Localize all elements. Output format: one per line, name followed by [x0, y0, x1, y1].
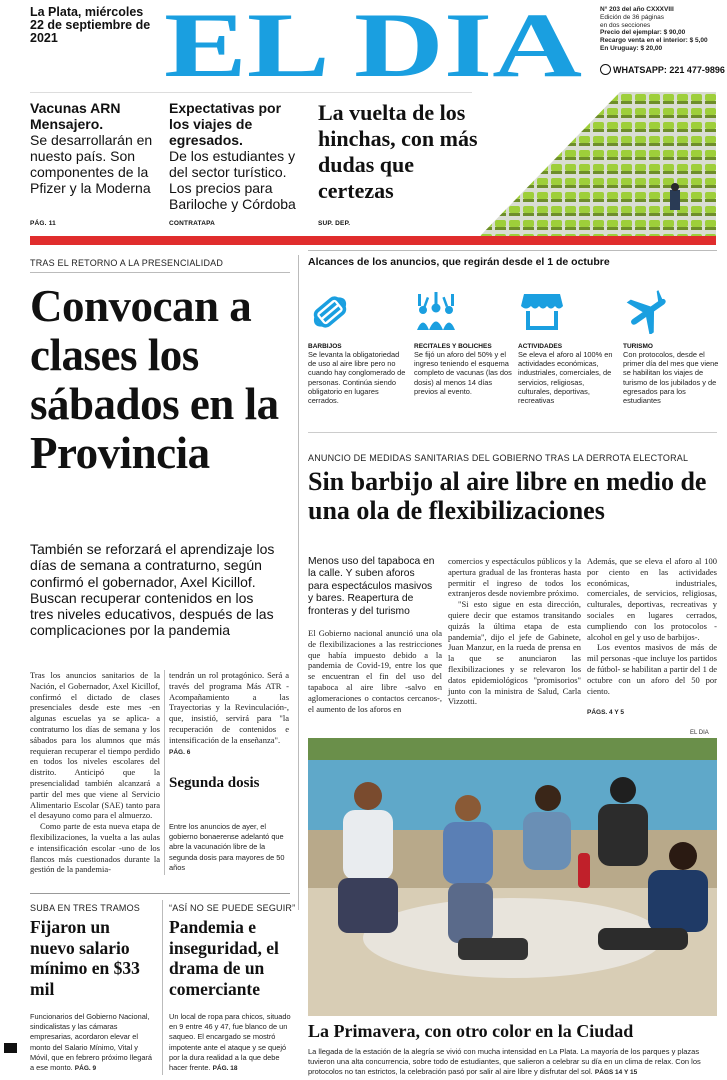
comerciante-kicker: “ASÍ NO SE PUEDE SEGUIR”	[169, 903, 296, 913]
alcance-label: BARBIJOS	[308, 343, 342, 350]
salario-body	[30, 1012, 155, 1074]
edition-line: en dos secciones	[600, 21, 651, 29]
logo-text: EL DIA	[164, 8, 582, 80]
salario-headline[interactable]: Fijaron un nuevo salario mínimo en $33 mil	[30, 917, 140, 999]
page-ref: PÁG. 6	[169, 748, 191, 756]
paragraph: "Si esto sigue en esta dirección, quiere decir que estamos transitando quizás la última etapa de esta pandemia", dijo el jefe de Gabinete, Juan Manzur, en la rueda de prensa en la que se anunciaron las flexibilizaciones y se relevaron los datos epidemiológicos "promisorios" junto con la ministra de Salud, Carla Vizzotti.	[448, 599, 581, 707]
airplane-icon	[626, 290, 670, 334]
sanitarias-column-2	[448, 556, 581, 707]
divider	[30, 893, 290, 894]
teaser-title: Expectativas por los viajes de egresados.	[169, 100, 282, 148]
face-mask-icon	[308, 290, 352, 334]
photo-credit: EL DIA	[690, 730, 709, 736]
alcance-turismo	[623, 343, 719, 405]
crowd-icon	[414, 288, 458, 332]
teaser-egresados[interactable]	[169, 100, 297, 212]
comerciante-headline[interactable]: Pandemia e inseguridad, el drama de un comerciante	[169, 917, 279, 999]
salario-text: Funcionarios del Gobierno Nacional, sindicalistas y las cámaras empresarias, acordaron elevar el monto del Salario Mínimo, Vital y Móvil, que en febrero próximo llegará a ese monto.	[30, 1012, 153, 1073]
paragraph-text: tendrán un rol protagónico. Será a través del programa Más ATR -Acompañamiento a las Trayectorias y la Revinculación-, que, insistió, servirá para "la recuperación de contenidos e intensificación de la enseñanza".	[169, 670, 289, 745]
alcance-label: RECITALES Y BOLICHES	[414, 343, 492, 350]
salario-kicker: SUBA EN TRES TRAMOS	[30, 903, 140, 913]
page-ref: PÁG. 18	[212, 1065, 238, 1073]
alcance-text: Se levanta la obligatoriedad de uso al aire libre pero no cuando hay conglomerado de personas. Continúa siendo obligatorio en lugares cerrados.	[308, 350, 406, 406]
lead-column-1	[30, 670, 160, 875]
paragraph: Como parte de esta nueva etapa de flexibilizaciones, la vuelta a las aulas e intensificación escolar -uno de los flancos más cuestionados durante la gestión de la pandemia-	[30, 821, 160, 875]
alcance-text: Se eleva el aforo al 100% en actividades económicas, industriales, comerciales, de servicios, religiosas, culturales, deportivas, recreativas	[518, 350, 613, 406]
divider	[162, 900, 163, 1075]
stadium-seats-photo	[480, 92, 716, 236]
paragraph: Además, que se eleva el aforo al 100 por ciento en las actividades económicas, industriales, comerciales, de servicios, religiosas, culturales, deportivas, recreativas y sociales en lugares cerrados, cumpliendo con los protocolos -alcohol en gel y uso de barbijos-.	[587, 556, 717, 642]
page-marker	[4, 1043, 17, 1053]
sanitarias-headline[interactable]: Sin barbijo al aire libre en medio de una ola de flexibilizaciones	[308, 467, 707, 525]
page-ref: SUP. DEP.	[318, 220, 351, 227]
primavera-text: La llegada de la estación de la alegría se vivió con mucha intensidad en La Plata. La mayoría de los parques y plazas tuvieron una alta concurrencia, sobre todo de estudiantes, que salieron a celebrar su día en un clima de relax. Con los protocolos no tan estrictos, la celebración pasó por salir al aire libre y disfrutar del sol.	[308, 1047, 701, 1076]
el-dia-logo[interactable]	[163, 8, 583, 80]
sanitarias-column-1	[308, 628, 442, 714]
whatsapp-contact[interactable]	[600, 64, 725, 75]
page-ref: PÁGS. 4 Y 5	[587, 709, 624, 717]
alcance-text: Con protocolos, desde el primer día del mes que viene se habilitan los viajes de turismo de los jubilados y de egresados para los estudiantes	[623, 350, 719, 406]
divider	[30, 272, 290, 273]
whatsapp-icon	[600, 64, 611, 75]
paragraph	[169, 670, 289, 758]
edition-line: Precio del ejemplar: $ 90,00	[600, 29, 686, 37]
divider	[164, 670, 165, 875]
alcance-barbijos	[308, 343, 406, 405]
paragraph	[587, 706, 717, 719]
edition-line: Recargo venta en el interior: $ 5,00	[600, 37, 708, 45]
sanitarias-column-3	[587, 556, 717, 719]
alcance-label: TURISMO	[623, 343, 653, 350]
primavera-headline[interactable]: La Primavera, con otro color en la Ciudad	[308, 1021, 634, 1041]
lead-kicker: TRAS EL RETORNO A LA PRESENCIALIDAD	[30, 258, 224, 268]
teaser-body: Se desarrollarán en nuesto país. Son componentes de la Pfizer y la Moderna	[30, 132, 153, 196]
edition-line: N° 203 del año CXXXVIII	[600, 6, 674, 13]
segunda-dosis-body: Entre los anuncios de ayer, el gobierno bonaerense adelantó que abre la vacunación libre de la segunda dosis para mayores de 50 años	[169, 822, 285, 872]
sanitarias-deck: Menos uso del tapaboca en la calle. Y suben aforos para espectáculos masivos y bares. Reapertura de fronteras y del turismo	[308, 556, 435, 617]
primavera-photo[interactable]	[308, 738, 717, 1016]
alcance-recitales	[414, 343, 512, 396]
lead-headline[interactable]: Convocan a clases los sábados en la Provincia	[30, 281, 279, 478]
paragraph: Los eventos masivos de más de mil personas -que incluye los partidos de fútbol- se habilitan a partir del 1 de octubre con un aforo del 50 por ciento.	[587, 642, 717, 696]
paragraph: Tras los anuncios sanitarios de la Nación, el Gobernador, Axel Kicillof, confirmó el dictado de clases presenciales desde este mes -en algunas escuelas ya se aplica- a contraturno los días de semana y los sábados para los alumnos que más requieran recuperar el tiempo perdido en todos los niveles escolares del distrito. Anticipó que la presencialidad también alcanzará a partir del mes que viene al Servicio Alimentario Escolar (SAE) tanto para el desayuno como para el almuerzo.	[30, 670, 160, 821]
page-ref: PÁG. 11	[30, 220, 56, 227]
paragraph: comercios y espectáculos públicos y la apertura gradual de las fronteras hasta permitir el ingreso de todos los extranjeros desde noviembre próximo.	[448, 556, 581, 599]
sanitarias-kicker: ANUNCIO DE MEDIDAS SANITARIAS DEL GOBIERNO TRAS LA DERROTA ELECTORAL	[308, 453, 689, 463]
paragraph: El Gobierno nacional anunció una ola de flexibilizaciones a las restricciones que había impuesto debido a la pandemia de Covid-19, entre los que se encuentran el fin del uso del tapaboca al aire libre -salvo en aglomeraciones o contactos cercanos-, el aumento de los aforos en	[308, 628, 442, 714]
teaser-body: De los estudiantes y del sector turístico. Los precios para Bariloche y Córdoba	[169, 148, 296, 212]
alcance-text: Se fijó un aforo del 50% y el ingreso teniendo el esquema completo de vacunas (las dos dosis) al menos 14 días previos al evento.	[414, 350, 512, 396]
comerciante-text: Un local de ropa para chicos, situado en 9 entre 46 y 47, fue blanco de un saqueo. El encargado se mostró impotente ante el ataque y se quejó por la dura realidad a la que debe hacer frente.	[169, 1012, 291, 1073]
whatsapp-text: WHATSAPP: 221 477-9896	[613, 65, 725, 75]
edition-line: Edición de 36 páginas	[600, 13, 664, 21]
primavera-body	[308, 1047, 718, 1078]
edition-line: En Uruguay: $ 20,00	[600, 44, 663, 52]
alcance-actividades	[518, 343, 616, 405]
alcance-label: ACTIVIDADES	[518, 343, 563, 350]
teaser-vacunas[interactable]	[30, 100, 160, 196]
alcances-title: Alcances de los anuncios, que regirán desde el 1 de octubre	[308, 256, 610, 268]
teaser-title: Vacunas ARN Mensajero.	[30, 100, 121, 132]
edition-info	[600, 6, 722, 53]
lead-deck: También se reforzará el aprendizaje los días de semana a contraturno, según confirmó el gobernador, Axel Kicillof. Buscan recuperar contenidos en los tres niveles educativos, después de las complicaciones por la pandemia	[30, 541, 275, 639]
segunda-dosis-head[interactable]: Segunda dosis	[169, 775, 260, 791]
red-separator	[30, 236, 716, 245]
store-icon	[520, 290, 564, 334]
page-ref: PÁGS 14 Y 15	[594, 1069, 638, 1076]
divider	[30, 92, 472, 93]
divider	[308, 250, 717, 251]
dateline: La Plata, miércoles 22 de septiembre de 2021	[30, 5, 151, 45]
lead-column-2	[169, 670, 289, 758]
comerciante-body	[169, 1012, 294, 1074]
page-ref: CONTRATAPA	[169, 220, 216, 227]
divider	[308, 432, 717, 433]
column-divider	[298, 255, 299, 910]
page-ref: PÁG. 9	[74, 1065, 97, 1073]
teaser-hinchas[interactable]: La vuelta de los hinchas, con más dudas que certezas	[318, 100, 478, 203]
